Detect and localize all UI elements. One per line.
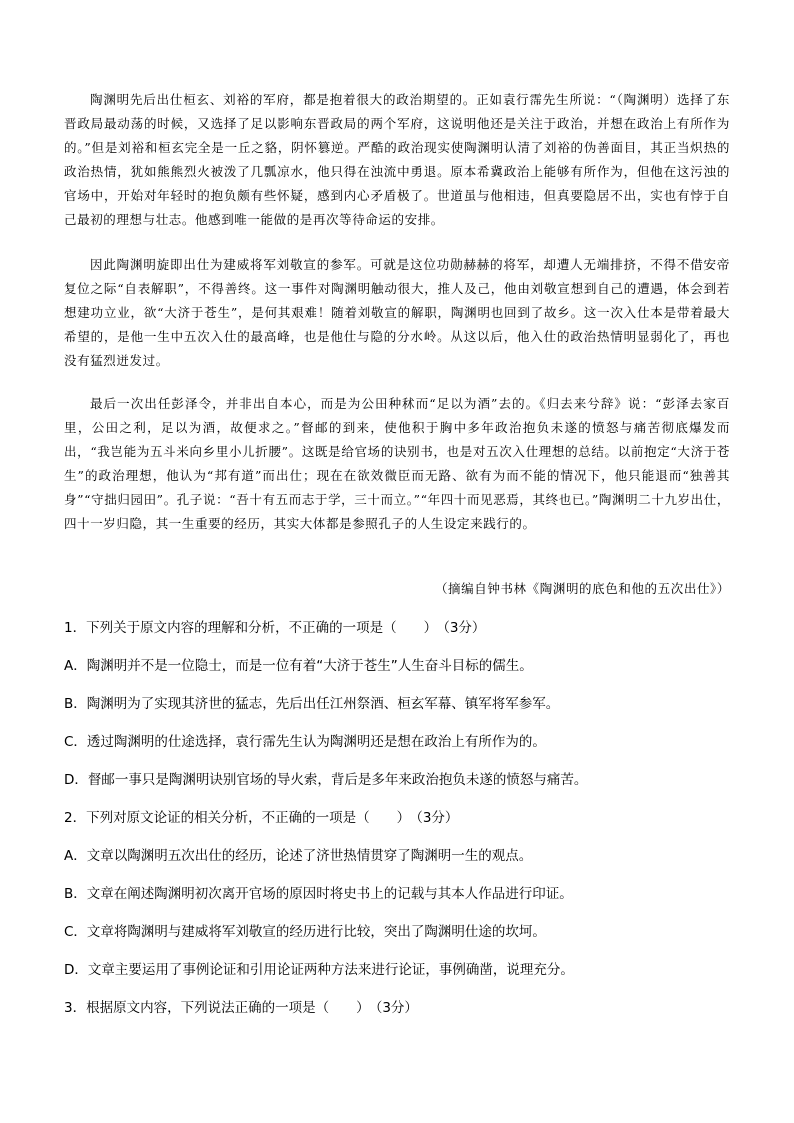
article-paragraph-2: 因此陶渊明旋即出仕为建威将军刘敬宣的参军。可就是这位功勋赫赫的将军，却遭人无端排挤，不得不借安帝复位之际“自表解职”，不得善终。这一事件对陶渊明触动很大，推人及己，他由刘敬宣想到自己的遭遇，体会到若想建功立业，欲“大济于苍生”，是何其艰难！随着刘敬宣的解职，陶渊明也回到了故乡。这一次入仕本是带着最大希望的，是他一生中五次入仕的最高峰，也是他仕与隐的分水岭。从这以后，他入仕的政治热情明显弱化了，再也没有猛烈迸发过。 <box>64 257 730 368</box>
article-source: （摘编自钟书林《陶渊明的底色和他的五次出仕》） <box>434 581 730 596</box>
question-1-option-b: B．陶渊明为了实现其济世的猛志，先后出任江州祭酒、桓玄军幕、镇军将军参军。 <box>64 696 560 712</box>
question-3-text: 3．根据原文内容，下列说法正确的一项是（ ） <box>64 1000 370 1016</box>
question-2-option-c: C．文章将陶渊明与建威将军刘敬宣的经历进行比较，突出了陶渊明仕途的坎坷。 <box>64 924 546 940</box>
question-2-stem <box>64 807 730 829</box>
question-1-score: （3分） <box>443 620 486 636</box>
question-1-stem <box>64 617 730 639</box>
question-1-option-c: C．透过陶渊明的仕途选择，袁行霈先生认为陶渊明还是想在政治上有所作为的。 <box>64 734 546 750</box>
article-paragraph-1: 陶渊明先后出仕桓玄、刘裕的军府，都是抱着很大的政治期望的。正如袁行霈先生所说：“（陶渊明）选择了东晋政局最动荡的时候，又选择了足以影响东晋政局的两个军府，这说明他还是关注于政治，并想在政治上有所作为的。”但是刘裕和桓玄完全是一丘之貉，阴怀篡逆。严酷的政治现实使陶渊明认清了刘裕的伪善面目，其正当炽热的政治热情，犹如熊熊烈火被泼了几瓢凉水，他只得在浊流中勇退。原本希冀政治上能够有所作为，但他在这污浊的官场中，开始对年轻时的抱负颇有些怀疑，感到内心矛盾极了。世道虽与他相违，但真要隐居不出，实也有悖于自己最初的理想与壮志。他感到唯一能做的是再次等待命运的安排。 <box>64 92 730 227</box>
question-3-score: （3分） <box>375 1000 418 1016</box>
question-2-option-a: A．文章以陶渊明五次出仕的经历，论述了济世热情贯穿了陶渊明一生的观点。 <box>64 848 533 864</box>
question-2-text: 2．下列对原文论证的相关分析，不正确的一项是（ ） <box>64 810 411 826</box>
question-2-option-b: B．文章在阐述陶渊明初次离开官场的原因时将史书上的记载与其本人作品进行印证。 <box>64 886 573 902</box>
question-2-option-d: D．文章主要运用了事例论证和引用论证两种方法来进行论证，事例确凿，说理充分。 <box>64 962 574 978</box>
article-paragraph-3: 最后一次出任彭泽令，并非出自本心，而是为公田种秫而“足以为酒”去的。《归去来兮辞》说：“彭泽去家百里，公田之利，足以为酒，故便求之。”督邮的到来，使他积于胸中多年政治抱负未遂的愤怒与痛苦彻底爆发而出，“我岂能为五斗米向乡里小儿折腰”。这既是给官场的诀别书，也是对五次入仕理想的总结。以前抱定“大济于苍生”的政治理想，他认为“邦有道”而出仕；现在在欲效微臣而无路、欲有为而不能的情况下，他只能退而“独善其身”“守拙归园田”。孔子说：“吾十有五而志于学，三十而立。”“年四十而见恶焉，其终也已。”陶渊明二十九岁出仕，四十一岁归隐，其一生重要的经历，其实大体都是参照孔子的人生设定来践行的。 <box>64 396 730 531</box>
question-1-option-a: A．陶渊明并不是一位隐士，而是一位有着“大济于苍生”人生奋斗目标的儒生。 <box>64 658 533 674</box>
question-1-option-d: D．督邮一事只是陶渊明诀别官场的导火索，背后是多年来政治抱负未遂的愤怒与痛苦。 <box>64 772 588 788</box>
question-3-stem <box>64 997 730 1019</box>
question-2-score: （3分） <box>416 810 459 826</box>
question-1-text: 1．下列关于原文内容的理解和分析，不正确的一项是（ ） <box>64 620 438 636</box>
